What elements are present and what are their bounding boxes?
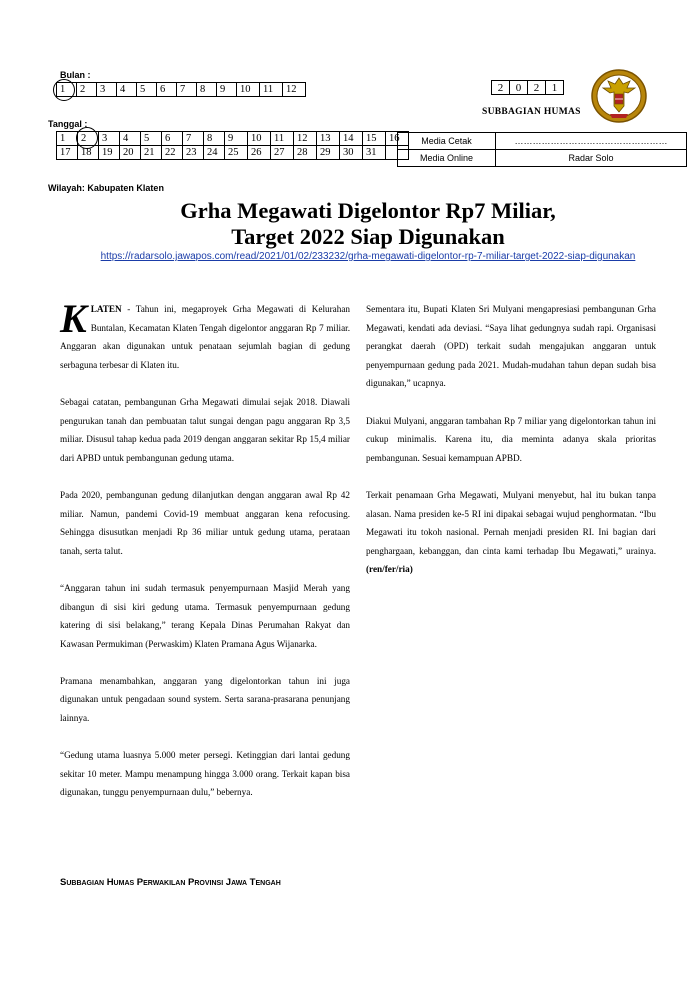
dateline: LATEN xyxy=(90,304,122,314)
date-cell: 11 xyxy=(271,132,294,146)
article-paragraph xyxy=(60,296,350,374)
date-cell: 1 xyxy=(57,132,78,146)
date-cell: 7 xyxy=(183,132,204,146)
date-grid xyxy=(56,131,409,160)
article-column-left xyxy=(60,296,350,821)
date-cell: 25 xyxy=(225,146,248,160)
month-cell: 6 xyxy=(157,83,177,97)
date-cell: 24 xyxy=(204,146,225,160)
month-grid xyxy=(56,82,306,97)
month-cell: 5 xyxy=(137,83,157,97)
year-box xyxy=(491,80,564,95)
subbagian-humas: SUBBAGIAN HUMAS xyxy=(482,107,581,117)
date-cell: 4 xyxy=(120,132,141,146)
bulan-label: Bulan : xyxy=(60,70,91,80)
month-cell: 1 xyxy=(57,83,77,97)
headline-line-1: Grha Megawati Digelontor Rp7 Miliar, xyxy=(180,198,556,223)
date-cell: 20 xyxy=(120,146,141,160)
year-digit: 2 xyxy=(492,81,510,95)
month-cell: 3 xyxy=(97,83,117,97)
date-cell: 15 xyxy=(363,132,386,146)
selected-date-circle xyxy=(76,127,98,149)
year-digit: 1 xyxy=(546,81,564,95)
tanggal-label: Tanggal : xyxy=(48,119,88,129)
article-paragraph: Sementara itu, Bupati Klaten Sri Mulyani mengapresiasi pembangunan Grha Megawati, kendati ada deviasi. “Saya lihat gedungnya sudah rapi. Organisasi perangkat daerah (OPD) terkait sudah mengajukan anggaran untuk penyempurnaan gedung pada 2021. Mudah-mudahan tahun depan sudah bisa digunakan,” ucapnya. xyxy=(366,304,656,389)
article-paragraph: Pramana menambahkan, anggaran yang digelontorkan tahun ini juga digunakan untuk pengadaan sound system. Serta sarana-prasarana penunjang lainnya. xyxy=(60,675,350,724)
date-cell: 31 xyxy=(363,146,386,160)
month-cell: 8 xyxy=(197,83,217,97)
date-cell: 2 xyxy=(78,132,99,146)
article-column-right xyxy=(366,300,656,598)
source-url-link[interactable]: https://radarsolo.jawapos.com/read/2021/01/02/233232/grha-megawati-digelontor-rp-7-miliar-target-2022-siap-digunakan xyxy=(100,251,636,262)
date-cell: 16 xyxy=(386,132,409,146)
headline xyxy=(60,198,676,250)
year-digit: 2 xyxy=(528,81,546,95)
article-paragraph: Diakui Mulyani, anggaran tambahan Rp 7 miliar yang digelontorkan tahun ini cukup minimalis. Karena itu, dia meminta adanya skala prioritas pembangunan. Sesuai kemampuan APBD. xyxy=(366,415,656,463)
date-cell: 3 xyxy=(99,132,120,146)
date-cell: 29 xyxy=(317,146,340,160)
month-cell: 9 xyxy=(217,83,237,97)
date-cell: 26 xyxy=(248,146,271,160)
date-cell: 17 xyxy=(57,146,78,160)
media-table xyxy=(397,132,687,167)
media-online-value: Radar Solo xyxy=(496,150,687,167)
month-cell: 10 xyxy=(237,83,260,97)
article-paragraph: “Anggaran tahun ini sudah termasuk penyempurnaan Masjid Merah yang dibangun di sisi kiri gedung utama. Termasuk penyempurnaan gedung katering di sisi belakang,” terang Kepala Dinas Perumahan Rakyat dan Kawasan Permukiman (Perwaskim) Klaten Pramana Agus Wijanarka. xyxy=(60,582,350,649)
date-cell: 23 xyxy=(183,146,204,160)
date-cell: 12 xyxy=(294,132,317,146)
date-cell: 8 xyxy=(204,132,225,146)
date-cell: 30 xyxy=(340,146,363,160)
month-cell: 7 xyxy=(177,83,197,97)
author-credit: (ren/fer/ria) xyxy=(366,564,413,575)
date-cell: 18 xyxy=(78,146,99,160)
month-cell: 4 xyxy=(117,83,137,97)
date-cell: 28 xyxy=(294,146,317,160)
month-cell: 12 xyxy=(283,83,306,97)
drop-cap: K xyxy=(60,296,87,341)
garuda-emblem-icon xyxy=(590,68,648,124)
footer-office: Subbagian Humas Perwakilan Provinsi Jawa Tengah xyxy=(60,877,281,888)
year-digit: 0 xyxy=(510,81,528,95)
month-cell: 11 xyxy=(260,83,283,97)
date-cell: 27 xyxy=(271,146,294,160)
date-cell: 19 xyxy=(99,146,120,160)
article-paragraph: Sebagai catatan, pembangunan Grha Megawati dimulai sejak 2018. Diawali pengurukan tanah dan pembuatan talut sungai dengan pagu anggaran Rp 3,5 miliar. Disusul tahap kedua pada 2019 dengan anggaran sekitar Rp 15,4 miliar dari APBD untuk pembangunan gedung utama. xyxy=(60,396,350,463)
article-paragraph xyxy=(366,486,656,579)
wilayah: Wilayah: Kabupaten Klaten xyxy=(48,183,164,193)
date-cell: 10 xyxy=(248,132,271,146)
media-cetak-value: …………………………………………… xyxy=(496,133,687,150)
article-paragraph: Pada 2020, pembangunan gedung dilanjutkan dengan anggaran awal Rp 42 miliar. Namun, pandemi Covid-19 membuat anggaran kena refocusing. Sehingga disusutkan menjadi Rp 36 miliar untuk gedung utama, perataan tanah, serta talut. xyxy=(60,489,350,556)
date-cell: 21 xyxy=(141,146,162,160)
article-paragraph: “Gedung utama luasnya 5.000 meter persegi. Ketinggian dari lantai gedung sekitar 10 meter. Mampu menampung hingga 3.000 orang. Terkait kapan bisa digunakan, tunggu penyempurnaan dulu,” bebernya. xyxy=(60,750,350,798)
date-cell: 13 xyxy=(317,132,340,146)
selected-month-circle xyxy=(53,79,75,101)
date-cell: 9 xyxy=(225,132,248,146)
date-cell: 6 xyxy=(162,132,183,146)
date-cell: 5 xyxy=(141,132,162,146)
headline-line-2: Target 2022 Siap Digunakan xyxy=(231,224,505,249)
media-online-label: Media Online xyxy=(398,150,496,167)
media-cetak-label: Media Cetak xyxy=(398,133,496,150)
month-cell: 2 xyxy=(77,83,97,97)
date-cell: 22 xyxy=(162,146,183,160)
paragraph-text: Terkait penamaan Grha Megawati, Mulyani menyebut, hal itu bukan tanpa alasan. Nama presiden ke-5 RI ini dipakai sebagai wujud penghormatan. “Ibu Megawati itu tokoh nasional. Pernah menjadi presiden RI. Ini bagian dari penghargaan, kebanggan, dan cinta kami terhadap Ibu Megawati,” urainya. xyxy=(366,489,656,556)
paragraph-text: - Tahun ini, megaproyek Grha Megawati di Kelurahan Buntalan, Kecamatan Klaten Tengah digelontor anggaran Rp 7 miliar. Anggaran akan digunakan untuk penataan sejumlah bagian di gedung serbaguna terbesar di Klaten itu. xyxy=(60,304,350,370)
date-cell: 14 xyxy=(340,132,363,146)
